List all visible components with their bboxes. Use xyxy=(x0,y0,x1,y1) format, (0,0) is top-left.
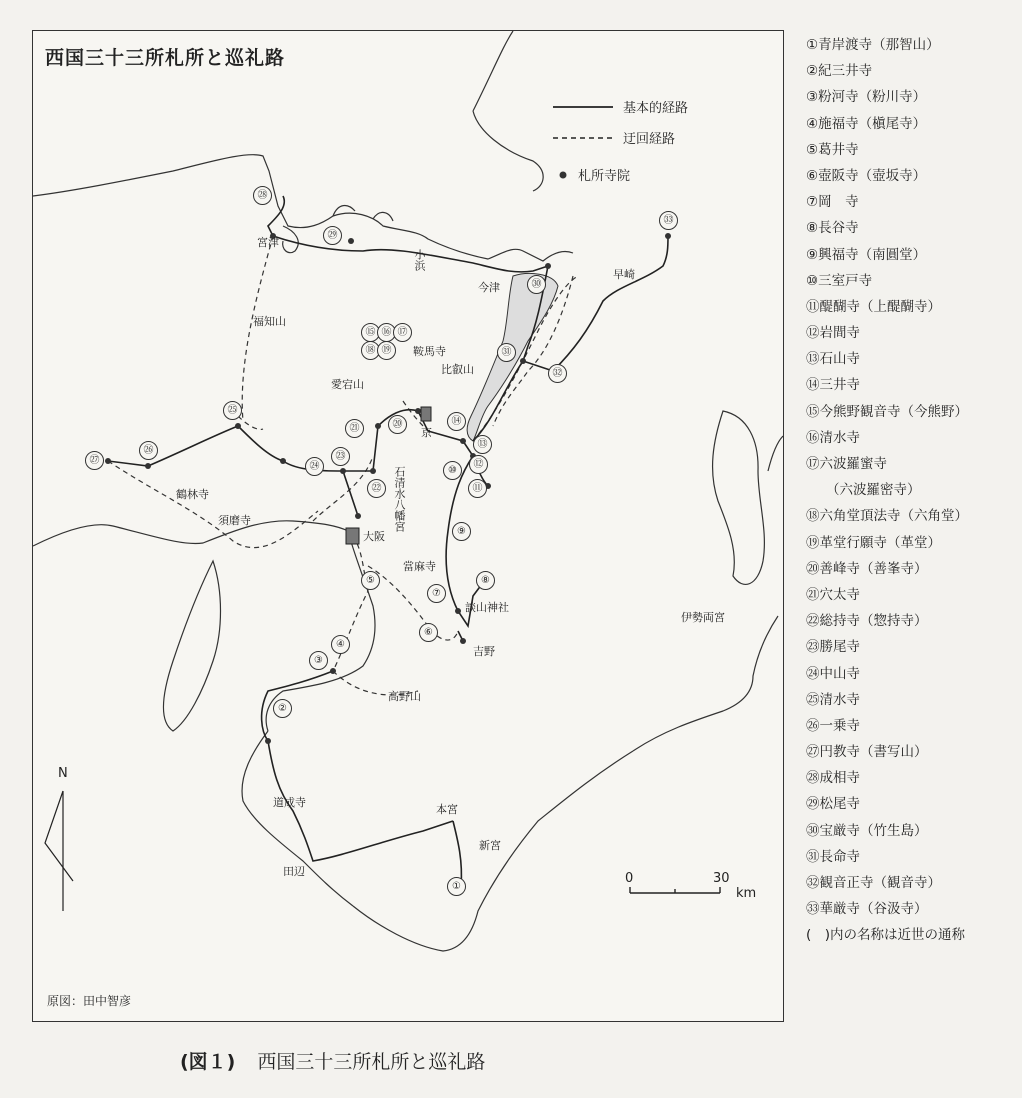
temple-list-item: ㉒総持寺（惣持寺） xyxy=(806,613,928,630)
temple-list-item: ③粉河寺（粉川寺） xyxy=(806,89,927,106)
temple-list-item: ㉑穴太寺 xyxy=(806,586,860,603)
place-osaka: 大阪 xyxy=(363,530,385,543)
temple-list-item: ㉝華厳寺（谷汲寺） xyxy=(806,901,928,918)
site-marker-4: ④ xyxy=(331,635,350,654)
temple-list-item: ㉙松尾寺 xyxy=(806,796,860,813)
coast-seto-inland xyxy=(33,521,348,546)
temple-list-item: ⑰六波羅蜜寺 xyxy=(806,456,887,472)
coast-awaji xyxy=(164,561,221,731)
scale-unit: km xyxy=(736,886,757,901)
legend-detour-label: 迂回経路 xyxy=(623,132,676,147)
temple-list-note: ( )内の名称は近世の通称 xyxy=(806,927,966,944)
temple-list-item: ⑲革堂行願寺（革堂） xyxy=(806,534,941,551)
place-imazu: 今津 xyxy=(478,281,500,294)
site-marker-30: ㉚ xyxy=(527,275,546,294)
site-marker-32: ㉜ xyxy=(548,364,567,383)
site-marker-13: ⑬ xyxy=(473,435,492,454)
temple-list-item: ⑥壺阪寺（壺坂寺） xyxy=(806,167,927,184)
site-marker-3: ③ xyxy=(309,651,328,670)
site-marker-12: ⑫ xyxy=(469,455,488,474)
figure-number: (図１) xyxy=(180,1051,236,1073)
temple-list-item: ㉗円教寺（書写山） xyxy=(806,744,928,761)
site-marker-22: ㉒ xyxy=(367,479,386,498)
place-yoshino: 吉野 xyxy=(473,645,495,658)
place-koyasan: 高野山 xyxy=(388,690,421,703)
site-marker-9: ⑨ xyxy=(452,522,471,541)
coast-north-east xyxy=(473,31,543,191)
place-tokurinji: 鶴林寺 xyxy=(176,488,209,501)
coast-east-edge xyxy=(768,436,783,471)
place-shingu: 新宮 xyxy=(479,839,501,852)
site-marker-17: ⑰ xyxy=(393,323,412,342)
place-kyo: 京 xyxy=(421,426,432,439)
figure-caption xyxy=(180,1047,485,1074)
north-label: N xyxy=(58,766,68,781)
place-atagoyama: 愛宕山 xyxy=(331,378,364,391)
temple-list-item: ②紀三井寺 xyxy=(806,63,873,80)
place-hieizan: 比叡山 xyxy=(441,363,474,376)
place-taimadera: 當麻寺 xyxy=(403,560,436,573)
place-tanabe: 田辺 xyxy=(283,865,305,878)
site-marker-25: ㉕ xyxy=(223,401,242,420)
site-marker-16: ⑯ xyxy=(377,323,396,342)
coast-chita xyxy=(713,411,765,584)
temple-list-item: ⑮今熊野観音寺（今熊野） xyxy=(806,403,968,420)
temple-list-item: ⑪醍醐寺（上醍醐寺） xyxy=(806,298,941,315)
temple-list-item: ⑳善峰寺（善峯寺） xyxy=(806,560,928,577)
main-routes xyxy=(108,196,668,886)
site-marker-14: ⑭ xyxy=(447,412,466,431)
site-marker-11: ⑪ xyxy=(468,479,487,498)
map-canvas xyxy=(33,31,783,1021)
temple-list-item: ⑨興福寺（南圓堂） xyxy=(806,246,927,263)
temple-list-item: ⑱六角堂頂法寺（六角堂） xyxy=(806,508,968,525)
place-tanzan: 談山神社 xyxy=(465,601,509,614)
legend-main-label: 基本的経路 xyxy=(623,101,689,116)
site-marker-31: ㉛ xyxy=(497,343,516,362)
site-marker-21: ㉑ xyxy=(345,419,364,438)
place-iwashimizu: 石清水八幡宮 xyxy=(393,466,406,532)
temple-list-item: ①青岸渡寺（那智山） xyxy=(806,37,940,53)
site-marker-28: ㉘ xyxy=(253,186,272,205)
coast-ise-bay xyxy=(633,616,778,751)
site-marker-33: ㉝ xyxy=(659,211,678,230)
site-marker-26: ㉖ xyxy=(139,441,158,460)
site-marker-23: ㉓ xyxy=(331,447,350,466)
place-hayasaki: 早崎 xyxy=(613,268,635,281)
site-marker-8: ⑧ xyxy=(476,571,495,590)
temple-list-item: ⑯清水寺 xyxy=(806,429,860,446)
north-arrow xyxy=(45,791,73,911)
kyo-marker xyxy=(421,407,431,421)
temple-list-item: ㉚宝厳寺（竹生島） xyxy=(806,822,928,839)
temple-list-item: ㉛長命寺 xyxy=(806,848,860,865)
site-marker-10: ⑩ xyxy=(443,461,462,480)
map-source: 原図：田中智彦 xyxy=(47,994,132,1008)
coastline xyxy=(33,31,783,951)
site-marker-1: ① xyxy=(447,877,466,896)
place-sumadera: 須磨寺 xyxy=(218,514,251,527)
scale-thirty: 30 xyxy=(713,871,730,886)
scale-zero: 0 xyxy=(625,871,634,886)
site-marker-5: ⑤ xyxy=(361,571,380,590)
temple-list-item: ⑩三室戸寺 xyxy=(806,272,873,289)
scale-bar xyxy=(630,887,720,893)
place-kuramadera: 鞍馬寺 xyxy=(413,345,446,358)
legend-temple-label: 札所寺院 xyxy=(578,169,631,184)
map-title: 西国三十三所札所と巡礼路 xyxy=(45,47,286,69)
site-marker-6: ⑥ xyxy=(419,623,438,642)
site-marker-19: ⑲ xyxy=(377,341,396,360)
temple-list-item: ㉓勝尾寺 xyxy=(806,639,860,656)
temple-list-item: ④施福寺（槇尾寺） xyxy=(806,115,927,132)
temple-list-item: ㉘成相寺 xyxy=(806,770,860,787)
place-dojoji: 道成寺 xyxy=(273,796,306,809)
place-miyazu: 宮津 xyxy=(257,236,279,249)
temple-list-item: ⑦岡 寺 xyxy=(806,194,859,211)
site-marker-24: ㉔ xyxy=(305,457,324,476)
temple-list-item: ⑧長谷寺 xyxy=(806,220,859,237)
place-fukuchiyama: 福知山 xyxy=(253,315,286,328)
osaka-marker xyxy=(346,528,359,544)
temple-list xyxy=(806,32,1020,949)
map-frame xyxy=(32,30,784,1022)
site-marker-20: ⑳ xyxy=(388,415,407,434)
temple-list-item: ㉖一乗寺 xyxy=(806,717,860,734)
temple-list-item: ⑭三井寺 xyxy=(806,377,860,394)
temple-list-item: ㉜観音正寺（観音寺） xyxy=(806,875,941,891)
temple-list-item: ⑤葛井寺 xyxy=(806,141,859,158)
temple-list-item: ⑬石山寺 xyxy=(806,351,860,368)
legend-temple-dot xyxy=(560,172,567,179)
temple-list-item: ㉔中山寺 xyxy=(806,665,860,682)
temple-list-item: ㉕清水寺 xyxy=(806,691,860,708)
place-kohama: 小浜 xyxy=(413,249,426,271)
place-hongu: 本宮 xyxy=(436,803,458,816)
site-marker-2: ② xyxy=(273,699,292,718)
temple-list-item: ⑫岩間寺 xyxy=(806,325,860,342)
site-marker-29: ㉙ xyxy=(323,226,342,245)
site-marker-18: ⑱ xyxy=(361,341,380,360)
site-marker-7: ⑦ xyxy=(427,584,446,603)
place-ise: 伊勢両宮 xyxy=(681,611,725,624)
figure-caption-text: 西国三十三所札所と巡礼路 xyxy=(257,1051,486,1073)
site-marker-15: ⑮ xyxy=(361,323,380,342)
coast-kii-west xyxy=(242,731,353,906)
temple-list-item: （六波羅密寺） xyxy=(826,482,921,499)
site-marker-27: ㉗ xyxy=(85,451,104,470)
